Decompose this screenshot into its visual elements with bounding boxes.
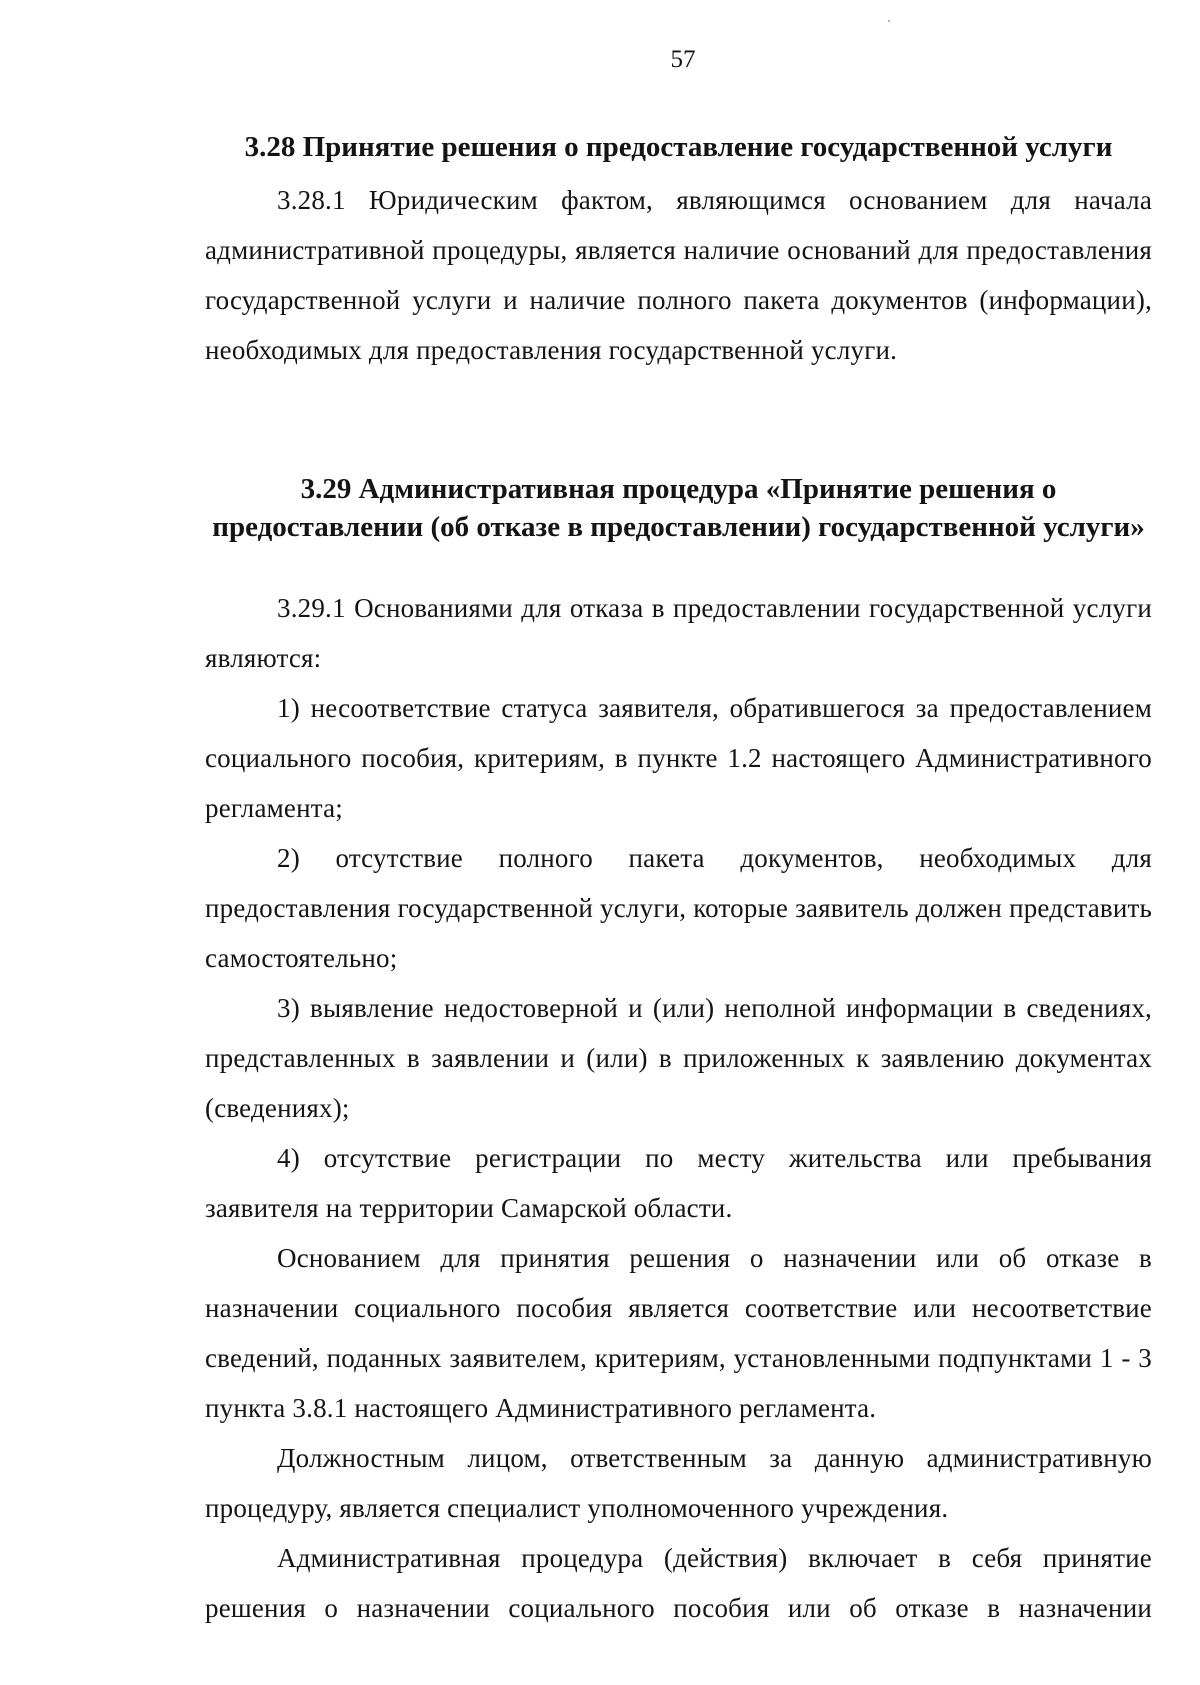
paragraph-3-28-1: 3.28.1 Юридическим фактом, являющимся основанием для начала административной процедуры, является наличие оснований для предоставления государственной услуги и наличие полного пакета документов (информации), необходимых для предоставления государственной услуги. <box>205 185 1152 365</box>
list-item-2: 2) отсутствие полного пакета документов, необходимых для предоставления государственной услуги, которые заявитель должен представить самостоятельно; <box>205 843 1152 973</box>
section-3-28-heading: 3.28 Принятие решения о предоставление государственной услуги <box>244 131 1113 163</box>
paragraph-responsible: Должностным лицом, ответственным за данную административную процедуру, является специалист уполномоченного учреждения. <box>205 1443 1152 1523</box>
list-item-4: 4) отсутствие регистрации по месту жительства или пребывания заявителя на территории Самарской области. <box>205 1143 1152 1223</box>
section-3-29-body <box>205 583 1152 1633</box>
list-item-3: 3) выявление недостоверной и (или) неполной информации в сведениях, представленных в заявлении и (или) в приложенных к заявлению документах (сведениях); <box>205 993 1152 1123</box>
scan-speck <box>888 20 890 22</box>
section-3-29-heading-line2: предоставлении (об отказе в предоставлении) государственной услуги» <box>212 511 1145 543</box>
paragraph-basis: Основанием для принятия решения о назначении или об отказе в назначении социального пособия является соответствие или несоответствие сведений, поданных заявителем, критериям, установленными подпунктами 1 - 3 пункта 3.8.1 настоящего Административного регламента. <box>205 1243 1152 1423</box>
paragraph-procedure: Административная процедура (действия) включает в себя принятие решения о назначении социального пособия или об отказе в назначении <box>205 1543 1152 1623</box>
section-3-28-body <box>205 175 1152 375</box>
section-3-28-heading-block <box>205 128 1152 166</box>
paragraph-3-29-1: 3.29.1 Основаниями для отказа в предоставлении государственной услуги являются: <box>205 593 1152 673</box>
section-3-29-heading-line1: 3.29 Административная процедура «Принятие решения о <box>300 473 1057 505</box>
section-3-29-heading-block <box>205 470 1152 546</box>
list-item-1: 1) несоответствие статуса заявителя, обратившегося за предоставлением социального пособия, критериям, в пункте 1.2 настоящего Административного регламента; <box>205 693 1152 823</box>
page-number: 57 <box>670 46 696 73</box>
